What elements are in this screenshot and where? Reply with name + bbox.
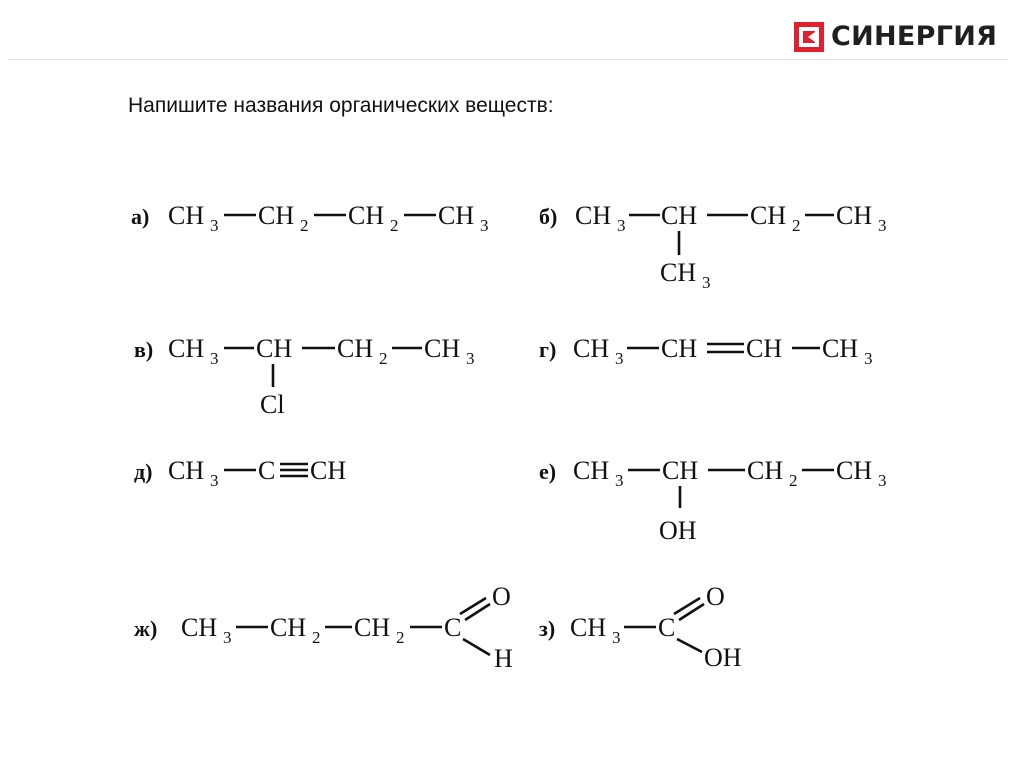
formula-zh (134, 582, 513, 673)
formula-zh-label: ж) (134, 616, 158, 641)
formula-z-bottom: OH (704, 643, 742, 672)
formula-a-atom-2: CH (258, 201, 295, 230)
formula-a-atom-1: CH (168, 201, 205, 230)
bond (463, 639, 490, 655)
double-bond (674, 598, 700, 614)
formula-e-atom-2: CH (662, 456, 699, 485)
formula-b (539, 201, 887, 292)
formula-zh-atom-3: CH (354, 613, 391, 642)
formula-b-sub-1: 3 (617, 216, 626, 235)
formula-e-atom-3: CH (747, 456, 784, 485)
formula-a-sub-3: 2 (390, 216, 399, 235)
formula-z-top: O (706, 582, 725, 611)
formula-e-sub-3: 2 (789, 471, 798, 490)
formula-e-atom-4: CH (836, 456, 873, 485)
formula-g-label: г) (539, 337, 557, 362)
formula-d (134, 456, 346, 490)
formula-e-branch: OH (659, 516, 697, 545)
formula-zh-atom-4: C (444, 613, 462, 642)
formula-b-branch: CH (660, 258, 697, 287)
formula-b-branch-sub: 3 (702, 273, 711, 292)
formula-zh-sub-1: 3 (223, 628, 232, 647)
formula-a-sub-2: 2 (300, 216, 309, 235)
formula-b-atom-2: CH (661, 201, 698, 230)
formula-zh-sub-2: 2 (312, 628, 321, 647)
double-bond (679, 604, 704, 620)
bond (677, 639, 702, 652)
formula-g-atom-3: CH (746, 334, 783, 363)
formula-v-atom-2: CH (256, 334, 293, 363)
formula-b-sub-3: 2 (792, 216, 801, 235)
formula-z-atom-1: CH (570, 613, 607, 642)
formula-g-atom-2: CH (661, 334, 698, 363)
formula-b-atom-3: CH (750, 201, 787, 230)
formula-g-atom-4: CH (822, 334, 859, 363)
formula-v-label: в) (134, 337, 154, 362)
formula-a-sub-4: 3 (480, 216, 489, 235)
formula-zh-sub-3: 2 (396, 628, 405, 647)
formula-zh-top: O (492, 582, 511, 611)
formula-z-sub-1: 3 (612, 628, 621, 647)
formula-v-atom-1: CH (168, 334, 205, 363)
formula-a-atom-3: CH (348, 201, 385, 230)
formula-v-sub-4: 3 (466, 349, 475, 368)
formula-e-sub-4: 3 (878, 471, 887, 490)
formula-d-atom-2: C (258, 456, 276, 485)
formula-zh-atom-1: CH (181, 613, 218, 642)
formula-v-sub-1: 3 (210, 349, 219, 368)
formula-d-label: д) (134, 459, 153, 484)
formula-z (539, 582, 742, 672)
formula-v-atom-4: CH (424, 334, 461, 363)
formula-d-atom-3: CH (310, 456, 347, 485)
formula-a-sub-1: 3 (210, 216, 219, 235)
formula-b-label: б) (539, 204, 558, 229)
formula-zh-bottom: H (494, 644, 513, 673)
formula-z-atom-2: C (658, 613, 676, 642)
formula-zh-atom-2: CH (270, 613, 307, 642)
formula-v-atom-3: CH (337, 334, 374, 363)
formula-b-atom-1: CH (575, 201, 612, 230)
formula-e (539, 456, 887, 545)
formula-g (539, 334, 873, 368)
formula-a-atom-4: CH (438, 201, 475, 230)
formula-v-branch: Cl (260, 390, 285, 419)
formula-g-sub-1: 3 (615, 349, 624, 368)
formula-e-sub-1: 3 (615, 471, 624, 490)
formula-d-atom-1: CH (168, 456, 205, 485)
formula-g-atom-1: CH (573, 334, 610, 363)
formula-v-sub-3: 2 (379, 349, 388, 368)
formula-b-sub-4: 3 (878, 216, 887, 235)
formula-e-atom-1: CH (573, 456, 610, 485)
double-bond (460, 598, 486, 614)
task-title: Напишите названия органических веществ: (128, 94, 554, 117)
formula-e-label: е) (539, 459, 557, 484)
double-bond (465, 604, 490, 620)
formula-a-label: а) (131, 204, 150, 229)
formula-g-sub-4: 3 (864, 349, 873, 368)
formula-v (134, 334, 475, 419)
formula-a (131, 201, 489, 235)
formula-z-label: з) (539, 616, 556, 641)
formula-b-atom-4: CH (836, 201, 873, 230)
brand-name: СИНЕРГИЯ (831, 21, 998, 52)
formula-d-sub-1: 3 (210, 471, 219, 490)
